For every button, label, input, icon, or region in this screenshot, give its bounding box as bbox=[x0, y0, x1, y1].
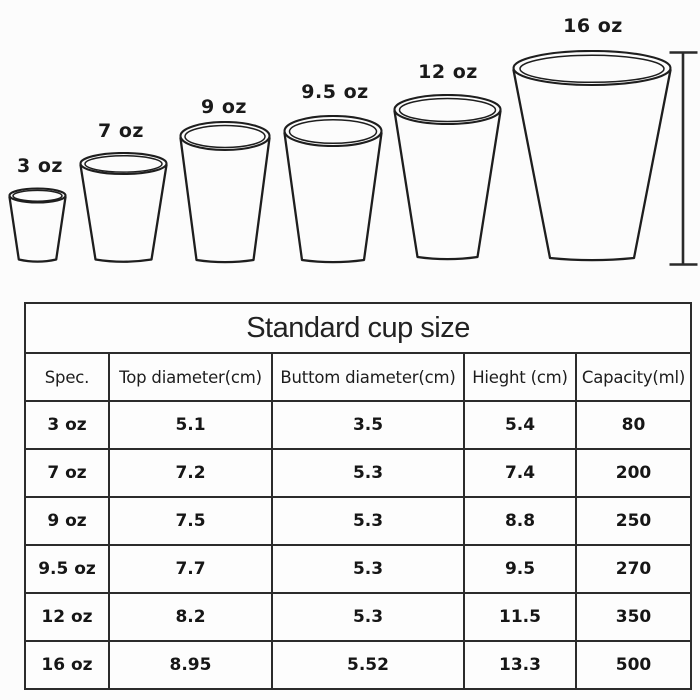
cell-top: 7.5 bbox=[109, 497, 272, 545]
cup-drawing-3oz bbox=[8, 187, 67, 265]
cell-top: 7.7 bbox=[109, 545, 272, 593]
cell-height: 9.5 bbox=[464, 545, 576, 593]
table-row-3oz bbox=[25, 401, 691, 449]
cup-label-7oz: 7 oz bbox=[98, 120, 144, 142]
height-measure-line bbox=[668, 51, 699, 266]
cup-label-9-5oz: 9.5 oz bbox=[301, 81, 369, 103]
cell-bottom: 5.3 bbox=[272, 449, 464, 497]
table-title-row bbox=[25, 303, 691, 353]
table-row-9oz bbox=[25, 497, 691, 545]
cell-height: 7.4 bbox=[464, 449, 576, 497]
cup-drawing-16oz bbox=[512, 50, 672, 263]
cup-size-diagram bbox=[0, 0, 700, 295]
cell-top: 8.2 bbox=[109, 593, 272, 641]
cell-bottom: 5.3 bbox=[272, 497, 464, 545]
cup-label-12oz: 12 oz bbox=[418, 61, 478, 83]
cell-capacity: 270 bbox=[576, 545, 691, 593]
cup-drawing-7oz bbox=[79, 152, 168, 265]
cell-height: 11.5 bbox=[464, 593, 576, 641]
cell-top: 8.95 bbox=[109, 641, 272, 689]
cell-bottom: 3.5 bbox=[272, 401, 464, 449]
col-header-height: Hieght (cm) bbox=[464, 353, 576, 401]
cell-height: 13.3 bbox=[464, 641, 576, 689]
cell-spec: 9.5 oz bbox=[25, 545, 109, 593]
table-row-16oz bbox=[25, 641, 691, 689]
spec-table bbox=[24, 302, 692, 690]
cup-drawing-12oz bbox=[393, 94, 502, 262]
cell-capacity: 500 bbox=[576, 641, 691, 689]
col-header-spec: Spec. bbox=[25, 353, 109, 401]
cup-label-9oz: 9 oz bbox=[201, 96, 247, 118]
cell-spec: 7 oz bbox=[25, 449, 109, 497]
cell-height: 8.8 bbox=[464, 497, 576, 545]
cell-capacity: 80 bbox=[576, 401, 691, 449]
table-row-12oz bbox=[25, 593, 691, 641]
table-row-9-5oz bbox=[25, 545, 691, 593]
cell-spec: 16 oz bbox=[25, 641, 109, 689]
cup-label-3oz: 3 oz bbox=[17, 155, 63, 177]
cell-capacity: 200 bbox=[576, 449, 691, 497]
cell-bottom: 5.52 bbox=[272, 641, 464, 689]
cell-height: 5.4 bbox=[464, 401, 576, 449]
cell-spec: 9 oz bbox=[25, 497, 109, 545]
cell-spec: 3 oz bbox=[25, 401, 109, 449]
cup-label-16oz: 16 oz bbox=[563, 15, 623, 37]
cell-top: 7.2 bbox=[109, 449, 272, 497]
cell-bottom: 5.3 bbox=[272, 593, 464, 641]
col-header-bottom-diameter: Buttom diameter(cm) bbox=[272, 353, 464, 401]
cup-drawing-9oz bbox=[179, 121, 271, 265]
cell-spec: 12 oz bbox=[25, 593, 109, 641]
cup-drawing-9-5oz bbox=[283, 115, 383, 265]
cell-capacity: 350 bbox=[576, 593, 691, 641]
table-row-7oz bbox=[25, 449, 691, 497]
cell-bottom: 5.3 bbox=[272, 545, 464, 593]
cell-capacity: 250 bbox=[576, 497, 691, 545]
table-header-row bbox=[25, 353, 691, 401]
col-header-capacity: Capacity(ml) bbox=[576, 353, 691, 401]
col-header-top-diameter: Top diameter(cm) bbox=[109, 353, 272, 401]
table-title: Standard cup size bbox=[25, 303, 691, 353]
cell-top: 5.1 bbox=[109, 401, 272, 449]
